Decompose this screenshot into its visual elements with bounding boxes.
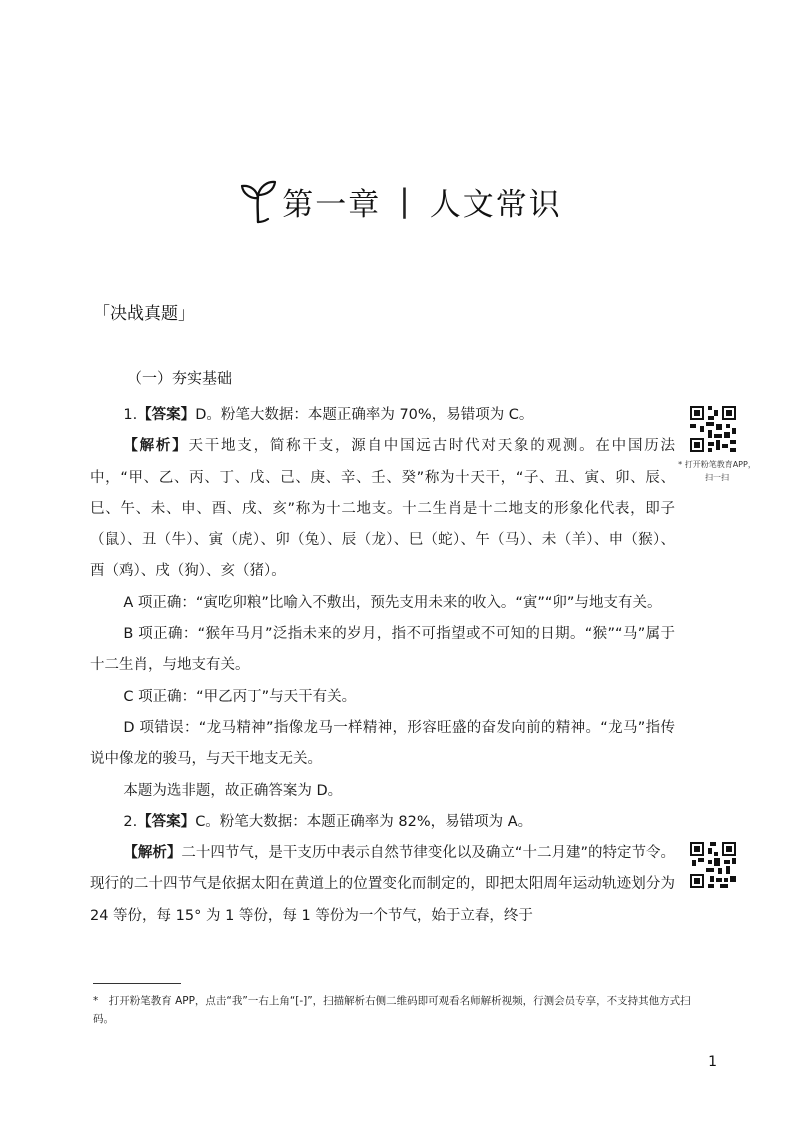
- q1-conclusion: 本题为选非题，故正确答案为 D。: [123, 782, 343, 799]
- q1-option-d: D 项错误：“龙马精神”指像龙马一样精神，形容旺盛的奋发向前的精神。“龙马”指传说中像龙的骏马，与天干地支无关。: [90, 719, 675, 768]
- question-1: [90, 400, 675, 932]
- q1-answer-text: D。粉笔大数据：本题正确率为 70%，易错项为 C。: [195, 407, 534, 423]
- q1-option-c: C 项正确：“甲乙丙丁”与天干有关。: [123, 688, 357, 705]
- q1-answer: [90, 400, 675, 431]
- sub-title: （一）夯实基础: [127, 369, 233, 387]
- qr-caption-line-2: 扫一扫: [705, 473, 729, 482]
- footnote-rule: [93, 983, 181, 984]
- chapter-divider: |: [399, 183, 412, 219]
- q1-option-b: B 项正确：“猴年马月”泛指未来的岁月，指不可指望或不可知的日期。“猴”“马”属于十二生肖，与地支有关。: [90, 626, 675, 674]
- qr-caption-line-1: * 打开粉笔教育APP，: [678, 460, 756, 469]
- q1-option-a: A 项正确：“寅吃卯粮”比喻入不敷出，预先支用未来的收入。“寅”“卯”与地支有关。: [123, 594, 662, 611]
- chapter-subject: 人文常识: [429, 186, 562, 223]
- section-title: 「决战真题」: [93, 304, 195, 324]
- qr-code-icon[interactable]: [688, 404, 738, 454]
- q2-answer-text: C。粉笔大数据：本题正确率为 82%，易错项为 A。: [195, 813, 533, 830]
- q2-analysis-text: 二十四节气，是干支历中表示自然节律变化以及确立“十二月建”的特定节令。现行的二十四节气是依据太阳在黄道上的位置变化而制定的，即把太阳周年运动轨迹划分为 24 等份，每 15° 为 1 等份，每 1 等份为一个节气，始于立春，终于: [90, 845, 675, 924]
- q1-analysis-text: 天干地支，简称干支，源自中国远古时代对天象的观测。在中国历法中，“甲、乙、丙、丁、戊、己、庚、辛、壬、癸”称为十天干，“子、丑、寅、卯、辰、巳、午、未、申、酉、戌、亥”称为十二地支。十二生肖是十二地支的形象化代表，即子（鼠）、丑（牛）、寅（虎）、卯（兔）、辰（龙）、巳（蛇）、午（马）、未（羊）、申（猴）、酉（鸡）、戌（狗）、亥（猪）。: [90, 438, 676, 580]
- qr-caption: [672, 458, 762, 484]
- q1-analysis-tag: 【解析】: [123, 438, 189, 455]
- q2-answer-tag: 【答案】: [137, 813, 196, 830]
- q1-answer-tag: 【答案】: [137, 407, 196, 423]
- qr-code-icon[interactable]: [688, 840, 738, 890]
- chapter-number: 第一章: [282, 186, 382, 223]
- q2-number: 2.: [123, 813, 138, 830]
- q1-number: 1.: [123, 407, 138, 423]
- q2-analysis-tag: 【解析】: [123, 845, 182, 862]
- sprout-icon: [238, 178, 278, 224]
- q2-answer: [90, 807, 675, 838]
- q2-analysis: [90, 838, 675, 932]
- page-number: 1: [708, 1054, 717, 1070]
- chapter-heading: [0, 178, 800, 224]
- q1-analysis: [90, 431, 675, 587]
- footnote: * 打开粉笔教育 APP，点击“我”一右上角“[-]”，扫描解析右侧二维码即可观看名师解析视频，行测会员专享，不支持其他方式扫码。: [93, 995, 691, 1025]
